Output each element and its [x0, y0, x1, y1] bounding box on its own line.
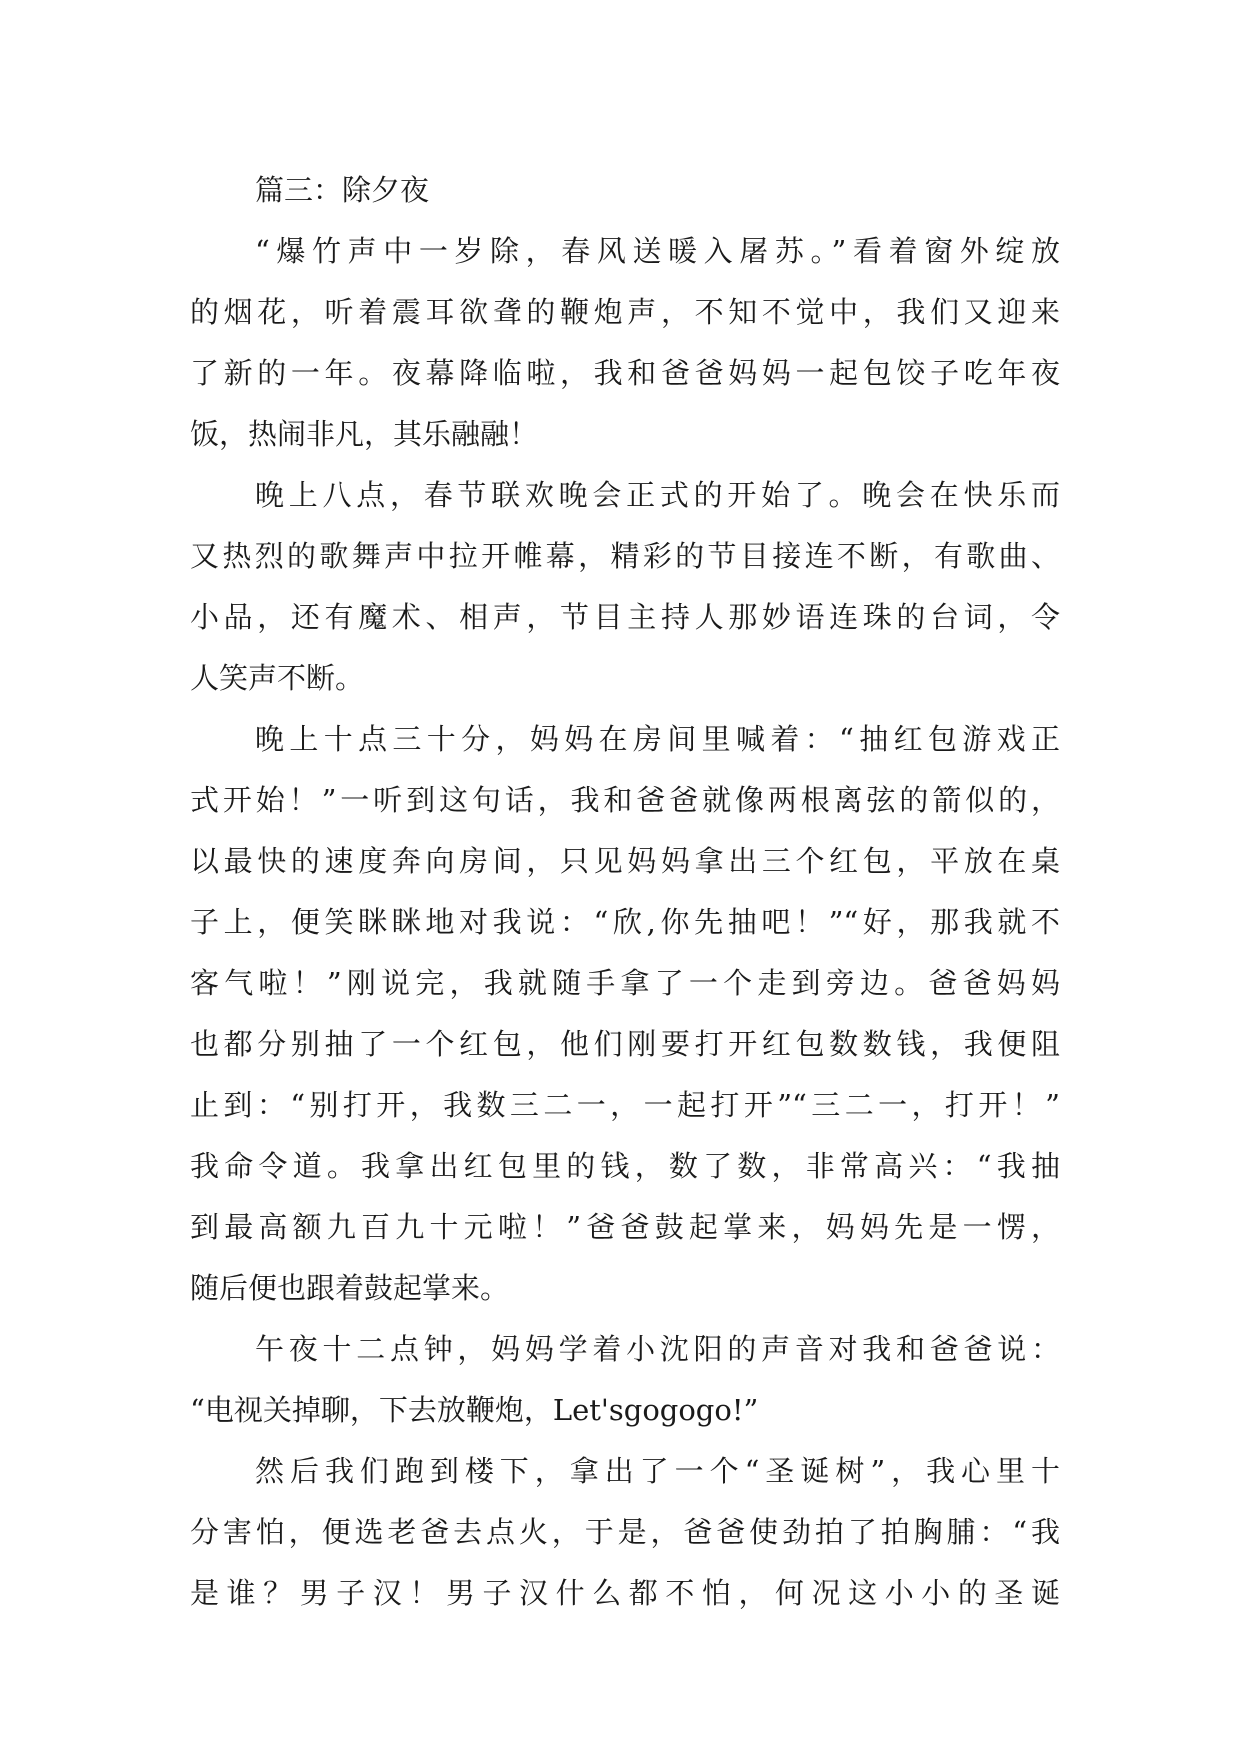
- text-line: 然后我们跑到楼下，拿出了一个“圣诞树”，我心里十: [255, 1454, 1060, 1488]
- text-line: 晚上八点，春节联欢晚会正式的开始了。晚会在快乐而: [255, 478, 1060, 512]
- text-line: 人笑声不断。: [190, 661, 365, 695]
- text-line: 也都分别抽了一个红包，他们刚要打开红包数数钱，我便阻: [190, 1027, 1060, 1061]
- text-line: 子上，便笑眯眯地对我说：“欣,你先抽吧！”“好，那我就不: [190, 905, 1060, 939]
- text-line: 午夜十二点钟，妈妈学着小沈阳的声音对我和爸爸说：: [255, 1332, 1060, 1366]
- text-line: 随后便也跟着鼓起掌来。: [190, 1271, 510, 1305]
- text-line: 晚上十点三十分，妈妈在房间里喊着：“抽红包游戏正: [255, 722, 1060, 756]
- text-line: 又热烈的歌舞声中拉开帷幕，精彩的节目接连不断，有歌曲、: [190, 539, 1060, 573]
- text-line: 分害怕，便选老爸去点火，于是，爸爸使劲拍了拍胸脯：“我: [190, 1515, 1060, 1549]
- text-line: 小品，还有魔术、相声，节目主持人那妙语连珠的台词，令: [190, 600, 1060, 634]
- text-line: 的烟花，听着震耳欲聋的鞭炮声，不知不觉中，我们又迎来: [190, 295, 1060, 329]
- text-line: 是谁？男子汉！男子汉什么都不怕，何况这小小的圣诞: [190, 1576, 1060, 1610]
- text-line: 饭，热闹非凡，其乐融融！: [190, 417, 539, 451]
- text-line: 止到：“别打开，我数三二一，一起打开”“三二一，打开！”: [190, 1088, 1060, 1122]
- text-line: 到最高额九百九十元啦！”爸爸鼓起掌来，妈妈先是一愣，: [190, 1210, 1060, 1244]
- text-line: 式开始！”一听到这句话，我和爸爸就像两根离弦的箭似的，: [190, 783, 1060, 817]
- document-body: [190, 160, 1060, 1624]
- text-line: 了新的一年。夜幕降临啦，我和爸爸妈妈一起包饺子吃年夜: [190, 356, 1060, 390]
- text-line: 以最快的速度奔向房间，只见妈妈拿出三个红包，平放在桌: [190, 844, 1060, 878]
- text-line: 客气啦！”刚说完，我就随手拿了一个走到旁边。爸爸妈妈: [190, 966, 1060, 1000]
- text-line: 我命令道。我拿出红包里的钱，数了数，非常高兴：“我抽: [190, 1149, 1060, 1183]
- text-line: “电视关掉聊，下去放鞭炮，Let'sgogogo!”: [190, 1393, 759, 1427]
- text-line: “爆竹声中一岁除，春风送暖入屠苏。”看着窗外绽放: [255, 234, 1060, 268]
- section-heading: 篇三：除夕夜: [255, 173, 430, 207]
